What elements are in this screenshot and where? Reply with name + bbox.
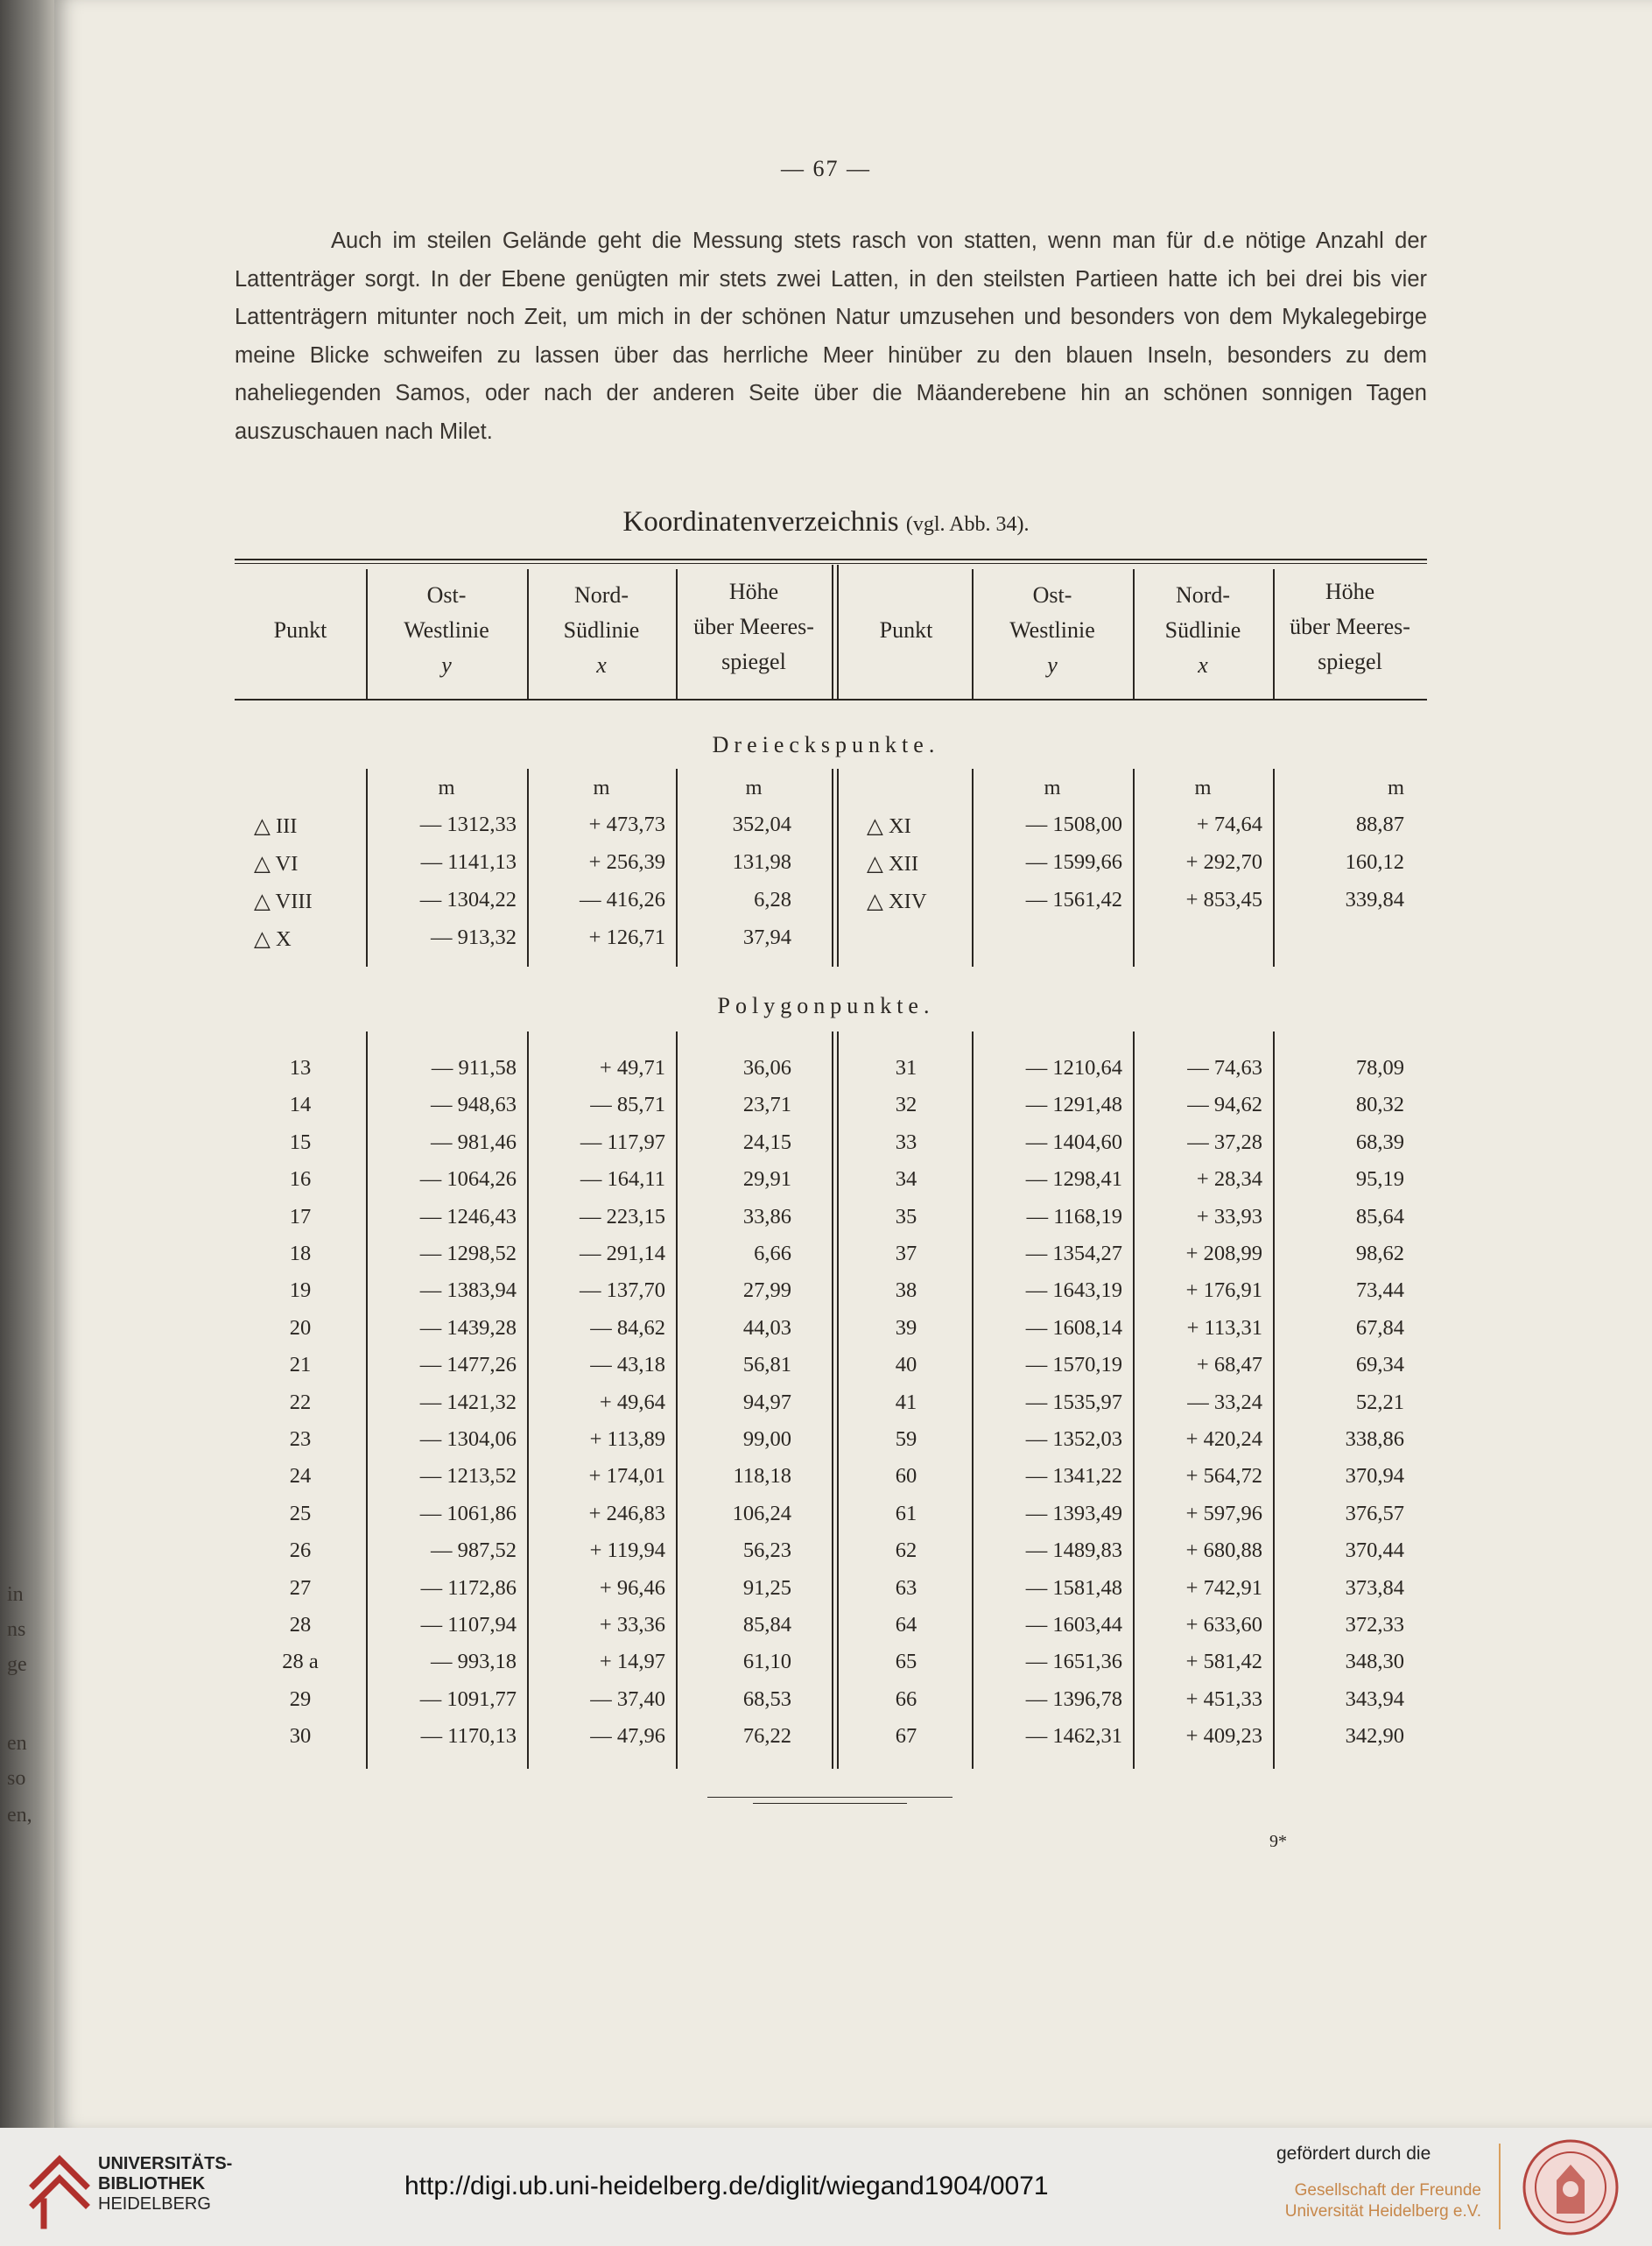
hoehe-cell: 73,44 [1355,1278,1404,1303]
nord-suedlinie-cell: — 37,28 [1187,1130,1262,1154]
hoehe-cell: 27,99 [742,1278,791,1303]
punkt-cell: △ VI [254,852,299,876]
nord-suedlinie-cell: + 451,33 [1185,1686,1262,1711]
punkt-cell: 65 [895,1650,917,1674]
nord-suedlinie-cell: + 33,93 [1196,1204,1262,1229]
punkt-cell: 40 [895,1353,917,1377]
unit-nord-left: m [593,776,610,799]
end-rule [707,1797,953,1798]
permalink-url[interactable]: http://digi.ub.uni-heidelberg.de/diglit/wiegand1904/0071 [404,2172,1049,2200]
ub-name-line1: UNIVERSITÄTS- [98,2154,233,2173]
header-divider [527,569,529,699]
punkt-cell: 13 [289,1056,312,1080]
hoehe-cell: 99,00 [742,1427,791,1451]
header-hoehe-right [1273,574,1427,679]
punkt-cell: △ XI [867,814,911,838]
nord-suedlinie-cell: — 84,62 [590,1315,665,1340]
header-hoehe-line3: spiegel [721,649,786,674]
ost-westlinie-cell: — 1168,19 [1026,1204,1122,1229]
hoehe-cell: 88,87 [1355,813,1404,836]
signature-mark: 9* [1269,1832,1287,1851]
punkt-cell: 26 [289,1538,312,1563]
ost-westlinie-cell: — 1643,19 [1025,1278,1122,1303]
ost-westlinie-cell: — 1246,43 [419,1204,517,1229]
table-title-reference: (vgl. Abb. 34). [905,513,1030,536]
punkt-cell: 16 [289,1167,312,1192]
ost-westlinie-cell: — 1352,03 [1025,1427,1122,1451]
ost-westlinie-cell: — 1061,86 [419,1501,517,1525]
hoehe-cell: 91,25 [742,1575,791,1600]
hoehe-cell: 118,18 [733,1464,791,1489]
punkt-cell: 67 [895,1724,917,1749]
edge-fragment: ge [7,1653,27,1676]
hoehe-cell: 78,09 [1355,1056,1404,1080]
punkt-cell: 66 [895,1686,917,1711]
punkt-cell: 20 [289,1315,312,1340]
nord-suedlinie-cell: — 47,96 [590,1724,665,1749]
ost-westlinie-cell: — 1651,36 [1025,1650,1122,1674]
nord-suedlinie-cell: + 564,72 [1185,1464,1262,1489]
nord-suedlinie-cell: — 223,15 [580,1204,665,1229]
header-hoehe-line2: über Meeres- [1290,614,1410,639]
hoehe-cell: 68,39 [1355,1130,1404,1154]
ost-westlinie-cell: — 1489,83 [1025,1538,1122,1563]
ost-westlinie-cell: — 1210,64 [1025,1056,1122,1080]
ost-westlinie-cell: — 1298,52 [419,1242,517,1265]
ost-westlinie-cell: — 948,63 [431,1093,517,1117]
nord-suedlinie-cell: — 137,70 [580,1278,665,1303]
nord-suedlinie-cell: + 119,94 [589,1538,665,1563]
ost-westlinie-cell: — 1064,26 [419,1167,517,1192]
header-nord-left [527,578,676,683]
header-hoehe-line3: spiegel [1318,649,1382,674]
nord-suedlinie-cell: + 581,42 [1185,1650,1262,1674]
hoehe-cell: 76,22 [742,1724,791,1749]
header-divider [1133,569,1135,699]
ost-westlinie-cell: — 1304,22 [419,888,517,912]
ost-westlinie-cell: — 1298,41 [1025,1167,1122,1192]
nord-suedlinie-cell: — 117,97 [580,1130,665,1154]
punkt-cell: 24 [289,1464,312,1489]
nord-suedlinie-cell: — 291,14 [580,1242,665,1265]
funded-by-label: gefördert durch die [1276,2144,1431,2164]
hoehe-cell: 131,98 [732,850,791,874]
nord-suedlinie-cell: + 49,71 [599,1056,665,1080]
ost-westlinie-cell: — 1091,77 [419,1686,517,1711]
header-divider [1273,569,1275,699]
end-rule-short [753,1803,907,1804]
header-nord-variable: x [1198,652,1208,678]
header-bottom-rule [235,699,1427,701]
hoehe-cell: 98,62 [1355,1242,1404,1265]
punkt-cell: 25 [289,1501,312,1525]
hoehe-cell: 56,81 [742,1353,791,1377]
body-double-divider [837,769,839,967]
header-double-divider [837,565,839,699]
punkt-cell: △ III [254,814,298,838]
header-divider [972,569,974,699]
header-nord-line2: Südlinie [1164,617,1241,643]
hoehe-cell: 95,19 [1355,1167,1404,1192]
ub-name-line2: BIBLIOTHEK [98,2174,206,2193]
header-nord-line2: Südlinie [563,617,640,643]
ost-westlinie-cell: — 1421,32 [419,1390,517,1414]
society-line1: Gesellschaft der Freunde [1294,2181,1481,2200]
nord-suedlinie-cell: + 113,89 [589,1427,665,1451]
nord-suedlinie-cell: + 28,34 [1196,1167,1262,1192]
nord-suedlinie-cell: + 113,31 [1186,1315,1262,1340]
hoehe-cell: 338,86 [1345,1427,1404,1451]
punkt-cell: 19 [289,1278,312,1303]
header-nord-variable: x [596,652,607,678]
hoehe-cell: 339,84 [1345,888,1404,912]
ost-westlinie-cell: — 987,52 [431,1538,517,1563]
nord-suedlinie-cell: + 853,45 [1185,888,1262,912]
punkt-cell: 18 [289,1242,312,1265]
header-nord-line1: Nord- [573,582,629,608]
header-punkt-left: Punkt [273,617,327,643]
punkt-cell: △ XIV [867,890,927,913]
nord-suedlinie-cell: — 74,63 [1187,1056,1262,1080]
unit-hoehe-left: m [745,776,763,799]
ost-westlinie-cell: — 1608,14 [1025,1315,1122,1340]
nord-suedlinie-cell: + 208,99 [1185,1242,1262,1265]
unit-hoehe-right: m [1387,776,1404,799]
nord-suedlinie-cell: + 292,70 [1185,850,1262,874]
punkt-cell: 59 [895,1427,917,1451]
nord-suedlinie-cell: + 68,47 [1196,1353,1262,1377]
hoehe-cell: 85,84 [742,1613,791,1637]
nord-suedlinie-cell: — 43,18 [590,1353,665,1377]
punkt-cell: 41 [895,1390,917,1414]
ost-westlinie-cell: — 1561,42 [1025,888,1122,912]
punkt-cell: 21 [289,1353,312,1377]
punkt-cell: 22 [289,1390,312,1414]
body-double-divider [837,1031,839,1769]
punkt-cell: 30 [289,1724,312,1749]
punkt-cell: 31 [895,1056,917,1080]
punkt-cell: 60 [895,1464,917,1489]
nord-suedlinie-cell: — 164,11 [580,1167,665,1192]
section-heading-dreieckspunkte: Dreieckspunkte. [712,732,940,757]
hoehe-cell: 373,84 [1345,1575,1404,1600]
header-hoehe-line1: Höhe [1325,579,1375,604]
ost-westlinie-cell: — 1439,28 [419,1315,517,1340]
punkt-cell: 15 [289,1130,312,1154]
ost-westlinie-cell: — 1354,27 [1025,1242,1122,1265]
hoehe-cell: 68,53 [742,1686,791,1711]
punkt-cell: 34 [895,1167,917,1192]
nord-suedlinie-cell: — 37,40 [590,1686,665,1711]
nord-suedlinie-cell: + 742,91 [1185,1575,1262,1600]
ost-westlinie-cell: — 1141,13 [420,850,517,874]
punkt-cell: 64 [895,1613,917,1637]
ost-westlinie-cell: — 1603,44 [1025,1613,1122,1637]
ost-westlinie-cell: — 981,46 [431,1130,517,1154]
paragraph-text: Auch im steilen Gelände geht die Messung stets rasch von statten, wenn man für d.e nötige Anzahl der Lattenträger sorgt. In der Ebene genügten mir stets zwei Latten, in den steilsten Partieen hatte ich bei drei bis vier Lattenträgern mitunter noch Zeit, um mich in der schönen Natur umzusehen und besonders von dem Mykalegebirge meine Blicke schweifen zu lassen über das herrliche Meer hinüber zu den blauen Inseln, besonders zu dem naheliegenden Samos, oder nach der anderen Seite über die Mäanderebene hin an schönen sonnigen Tagen auszuschauen nach Milet. [235,229,1427,444]
nord-suedlinie-cell: + 126,71 [588,926,665,949]
punkt-cell: 27 [289,1575,312,1600]
ost-westlinie-cell: — 1393,49 [1025,1501,1122,1525]
nord-suedlinie-cell: — 85,71 [590,1093,665,1117]
hoehe-cell: 343,94 [1345,1686,1404,1711]
hoehe-cell: 56,23 [742,1538,791,1563]
hoehe-cell: 372,33 [1345,1613,1404,1637]
punkt-cell: 39 [895,1315,917,1340]
punkt-cell: 32 [895,1093,917,1117]
ost-westlinie-cell: — 1570,19 [1025,1353,1122,1377]
ost-westlinie-cell: — 1291,48 [1025,1093,1122,1117]
ost-westlinie-cell: — 1599,66 [1025,850,1122,874]
header-ost-line2: Westlinie [404,617,489,643]
punkt-cell: 29 [289,1686,312,1711]
ost-westlinie-cell: — 1581,48 [1025,1575,1122,1600]
ub-name-line3: HEIDELBERG [98,2194,211,2214]
header-punkt-right: Punkt [879,617,933,643]
nord-suedlinie-cell: + 409,23 [1185,1724,1262,1749]
hoehe-cell: 61,10 [742,1650,791,1674]
ost-westlinie-cell: — 1462,31 [1025,1724,1122,1749]
punkt-cell: 62 [895,1538,917,1563]
header-ost-left [366,578,527,683]
hoehe-cell: 342,90 [1345,1724,1404,1749]
hoehe-cell: 67,84 [1355,1315,1404,1340]
hoehe-cell: 24,15 [742,1130,791,1154]
nord-suedlinie-cell: + 14,97 [599,1650,665,1674]
nord-suedlinie-cell: + 33,36 [599,1613,665,1637]
punkt-cell: 23 [289,1427,312,1451]
edge-fragment: en, [7,1804,32,1827]
header-ost-line1: Ost- [426,582,467,608]
nord-suedlinie-cell: — 33,24 [1187,1390,1262,1414]
ost-westlinie-cell: — 1535,97 [1025,1390,1122,1414]
ost-westlinie-cell: — 1172,86 [420,1575,517,1600]
punkt-cell: 28 [289,1613,312,1637]
hoehe-cell: 106,24 [732,1501,791,1525]
punkt-cell: 33 [895,1130,917,1154]
nord-suedlinie-cell: + 633,60 [1185,1613,1262,1637]
nord-suedlinie-cell: + 174,01 [588,1464,665,1489]
header-nord-line1: Nord- [1175,582,1231,608]
nord-suedlinie-cell: + 680,88 [1185,1538,1262,1563]
hoehe-cell: 160,12 [1345,850,1404,874]
punkt-cell: 61 [895,1501,917,1525]
society-line2: Universität Heidelberg e.V. [1284,2202,1481,2221]
body-paragraph [235,222,1427,451]
header-ost-line1: Ost- [1032,582,1072,608]
ost-westlinie-cell: — 1107,94 [420,1613,517,1637]
hoehe-cell: 6,66 [754,1242,791,1265]
punkt-cell: 37 [895,1242,917,1265]
punkt-cell: 38 [895,1278,917,1303]
ost-westlinie-cell: — 993,18 [431,1650,517,1674]
header-nord-right [1133,578,1273,683]
hoehe-cell: 352,04 [732,813,791,836]
hoehe-cell: 69,34 [1355,1353,1404,1377]
header-ost-line2: Westlinie [1009,617,1095,643]
nord-suedlinie-cell: + 473,73 [588,813,665,836]
hoehe-cell: 6,28 [754,888,791,912]
header-divider [366,569,368,699]
digitization-footer [0,2128,1652,2246]
ost-westlinie-cell: — 1170,13 [420,1724,517,1749]
hoehe-cell: 94,97 [742,1390,791,1414]
ost-westlinie-cell: — 1383,94 [419,1278,517,1303]
header-ost-variable: y [441,652,452,678]
edge-fragment: en [7,1732,27,1755]
hoehe-cell: 348,30 [1345,1650,1404,1674]
hoehe-cell: 36,06 [742,1056,791,1080]
ub-heidelberg-logo-icon[interactable] [25,2151,93,2229]
table-title [0,506,1652,539]
unit-ost-right: m [1044,776,1061,799]
nord-suedlinie-cell: + 256,39 [588,850,665,874]
punkt-cell: △ X [254,927,292,951]
edge-fragment: ns [7,1618,26,1641]
punkt-cell: 63 [895,1575,917,1600]
punkt-cell: 35 [895,1204,917,1229]
punkt-cell: △ VIII [254,890,313,913]
ost-westlinie-cell: — 1312,33 [419,813,517,836]
nord-suedlinie-cell: — 94,62 [1187,1093,1262,1117]
punkt-cell: 28 a [282,1650,319,1674]
nord-suedlinie-cell: + 420,24 [1185,1427,1262,1451]
header-divider [676,569,678,699]
ost-westlinie-cell: — 1477,26 [419,1353,517,1377]
nord-suedlinie-cell: — 416,26 [580,888,665,912]
society-name[interactable] [1280,2180,1481,2222]
hoehe-cell: 80,32 [1355,1093,1404,1117]
header-hoehe-line2: über Meeres- [693,614,814,639]
header-hoehe-left [676,574,832,679]
table-title-text: Koordinatenverzeichnis [622,506,899,538]
hoehe-cell: 29,91 [742,1167,791,1192]
punkt-cell: 14 [289,1093,312,1117]
table-top-rule-thin [235,563,1427,564]
body-double-divider [832,1031,833,1769]
table-top-rule [235,559,1427,560]
hoehe-cell: 370,94 [1345,1464,1404,1489]
header-hoehe-line1: Höhe [728,579,779,604]
header-double-divider [832,565,833,699]
ost-westlinie-cell: — 1304,06 [419,1427,517,1451]
ost-westlinie-cell: — 1404,60 [1025,1130,1122,1154]
nord-suedlinie-cell: + 597,96 [1185,1501,1262,1525]
hoehe-cell: 33,86 [742,1204,791,1229]
nord-suedlinie-cell: + 74,64 [1196,813,1262,836]
section-heading-polygonpunkte: Polygonpunkte. [717,993,935,1018]
punkt-cell: △ XII [867,852,918,876]
unit-nord-right: m [1194,776,1212,799]
ost-westlinie-cell: — 911,58 [431,1056,517,1080]
hoehe-cell: 85,64 [1355,1204,1404,1229]
body-double-divider [832,769,833,967]
unit-ost-left: m [438,776,455,799]
ost-westlinie-cell: — 913,32 [431,926,517,949]
hoehe-cell: 44,03 [742,1315,791,1340]
hoehe-cell: 52,21 [1355,1390,1404,1414]
header-ost-variable: y [1047,652,1058,678]
ub-name [98,2154,232,2214]
nord-suedlinie-cell: + 176,91 [1185,1278,1262,1303]
punkt-cell: 17 [289,1204,312,1229]
university-seal-icon [1522,2138,1620,2236]
hoehe-cell: 23,71 [742,1093,791,1117]
header-ost-right [972,578,1133,683]
footer-divider [1499,2144,1501,2229]
hoehe-cell: 370,44 [1345,1538,1404,1563]
edge-fragment: in [7,1583,24,1606]
ost-westlinie-cell: — 1508,00 [1025,813,1122,836]
hoehe-cell: 37,94 [742,926,791,949]
ost-westlinie-cell: — 1213,52 [419,1464,517,1489]
nord-suedlinie-cell: + 246,83 [588,1501,665,1525]
page-number: — 67 — [781,156,871,181]
ost-westlinie-cell: — 1341,22 [1025,1464,1122,1489]
hoehe-cell: 376,57 [1345,1501,1404,1525]
nord-suedlinie-cell: + 96,46 [599,1575,665,1600]
nord-suedlinie-cell: + 49,64 [599,1390,665,1414]
ost-westlinie-cell: — 1396,78 [1025,1686,1122,1711]
edge-fragment: so [7,1767,26,1790]
